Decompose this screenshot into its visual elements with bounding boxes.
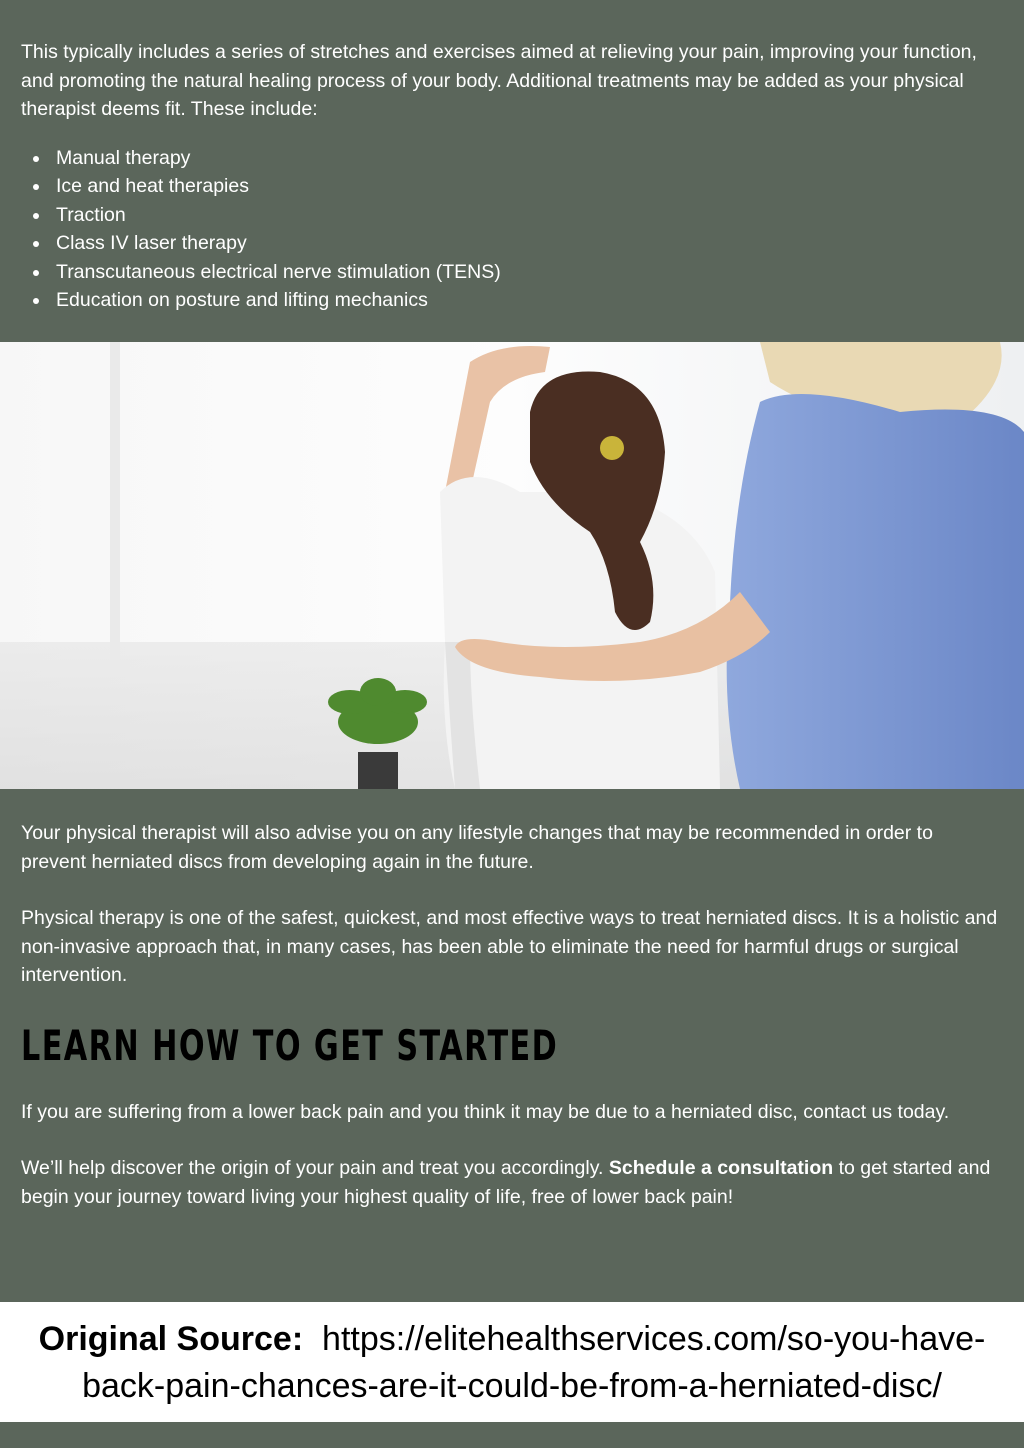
treatment-list — [21, 144, 1003, 315]
source-label: Original Source: — [38, 1320, 304, 1358]
source-band — [0, 1302, 1024, 1422]
list-item: Education on posture and lifting mechanics — [21, 286, 1003, 315]
help-text-after: to get started and begin your journey toward living your highest quality of life, free of lower back pain! — [21, 1157, 991, 1208]
intro-section — [0, 0, 1024, 342]
therapy-photo-illustration — [0, 342, 1024, 789]
get-started-heading: LEARN HOW TO GET STARTED — [21, 1020, 559, 1070]
list-item: Manual therapy — [21, 144, 1003, 173]
intro-paragraph: This typically includes a series of stretches and exercises aimed at relieving your pain, improving your function, and promoting the natural healing process of your body. Additional treatments may be added as your physical therapist deems fit. These include: — [21, 41, 977, 120]
help-paragraph — [21, 1154, 1003, 1211]
schedule-consultation-link[interactable]: Schedule a consultation — [608, 1157, 834, 1179]
therapy-photo — [0, 342, 1024, 789]
list-item: Transcutaneous electrical nerve stimulation (TENS) — [21, 258, 1003, 287]
safety-paragraph: Physical therapy is one of the safest, quickest, and most effective ways to treat herniated discs. It is a holistic and non-invasive approach that, in many cases, has been able to eliminate the need for harmful drugs or surgical intervention. — [21, 907, 998, 986]
list-item: Ice and heat therapies — [21, 172, 1003, 201]
help-text-before: We’ll help discover the origin of your pain and treat you accordingly. — [21, 1157, 609, 1179]
details-section — [0, 789, 1024, 1211]
list-item: Traction — [21, 201, 1003, 230]
list-item: Class IV laser therapy — [21, 229, 1003, 258]
contact-paragraph: If you are suffering from a lower back pain and you think it may be due to a herniated disc, contact us today. — [21, 1100, 950, 1123]
lifestyle-paragraph: Your physical therapist will also advise you on any lifestyle changes that may be recommended in order to prevent herniated discs from developing again in the future. — [21, 822, 933, 873]
source-url-link[interactable]: https://elitehealthservices.com/so-you-have-back-pain-chances-are-it-could-be-from-a-herniated-disc/ — [82, 1320, 986, 1405]
